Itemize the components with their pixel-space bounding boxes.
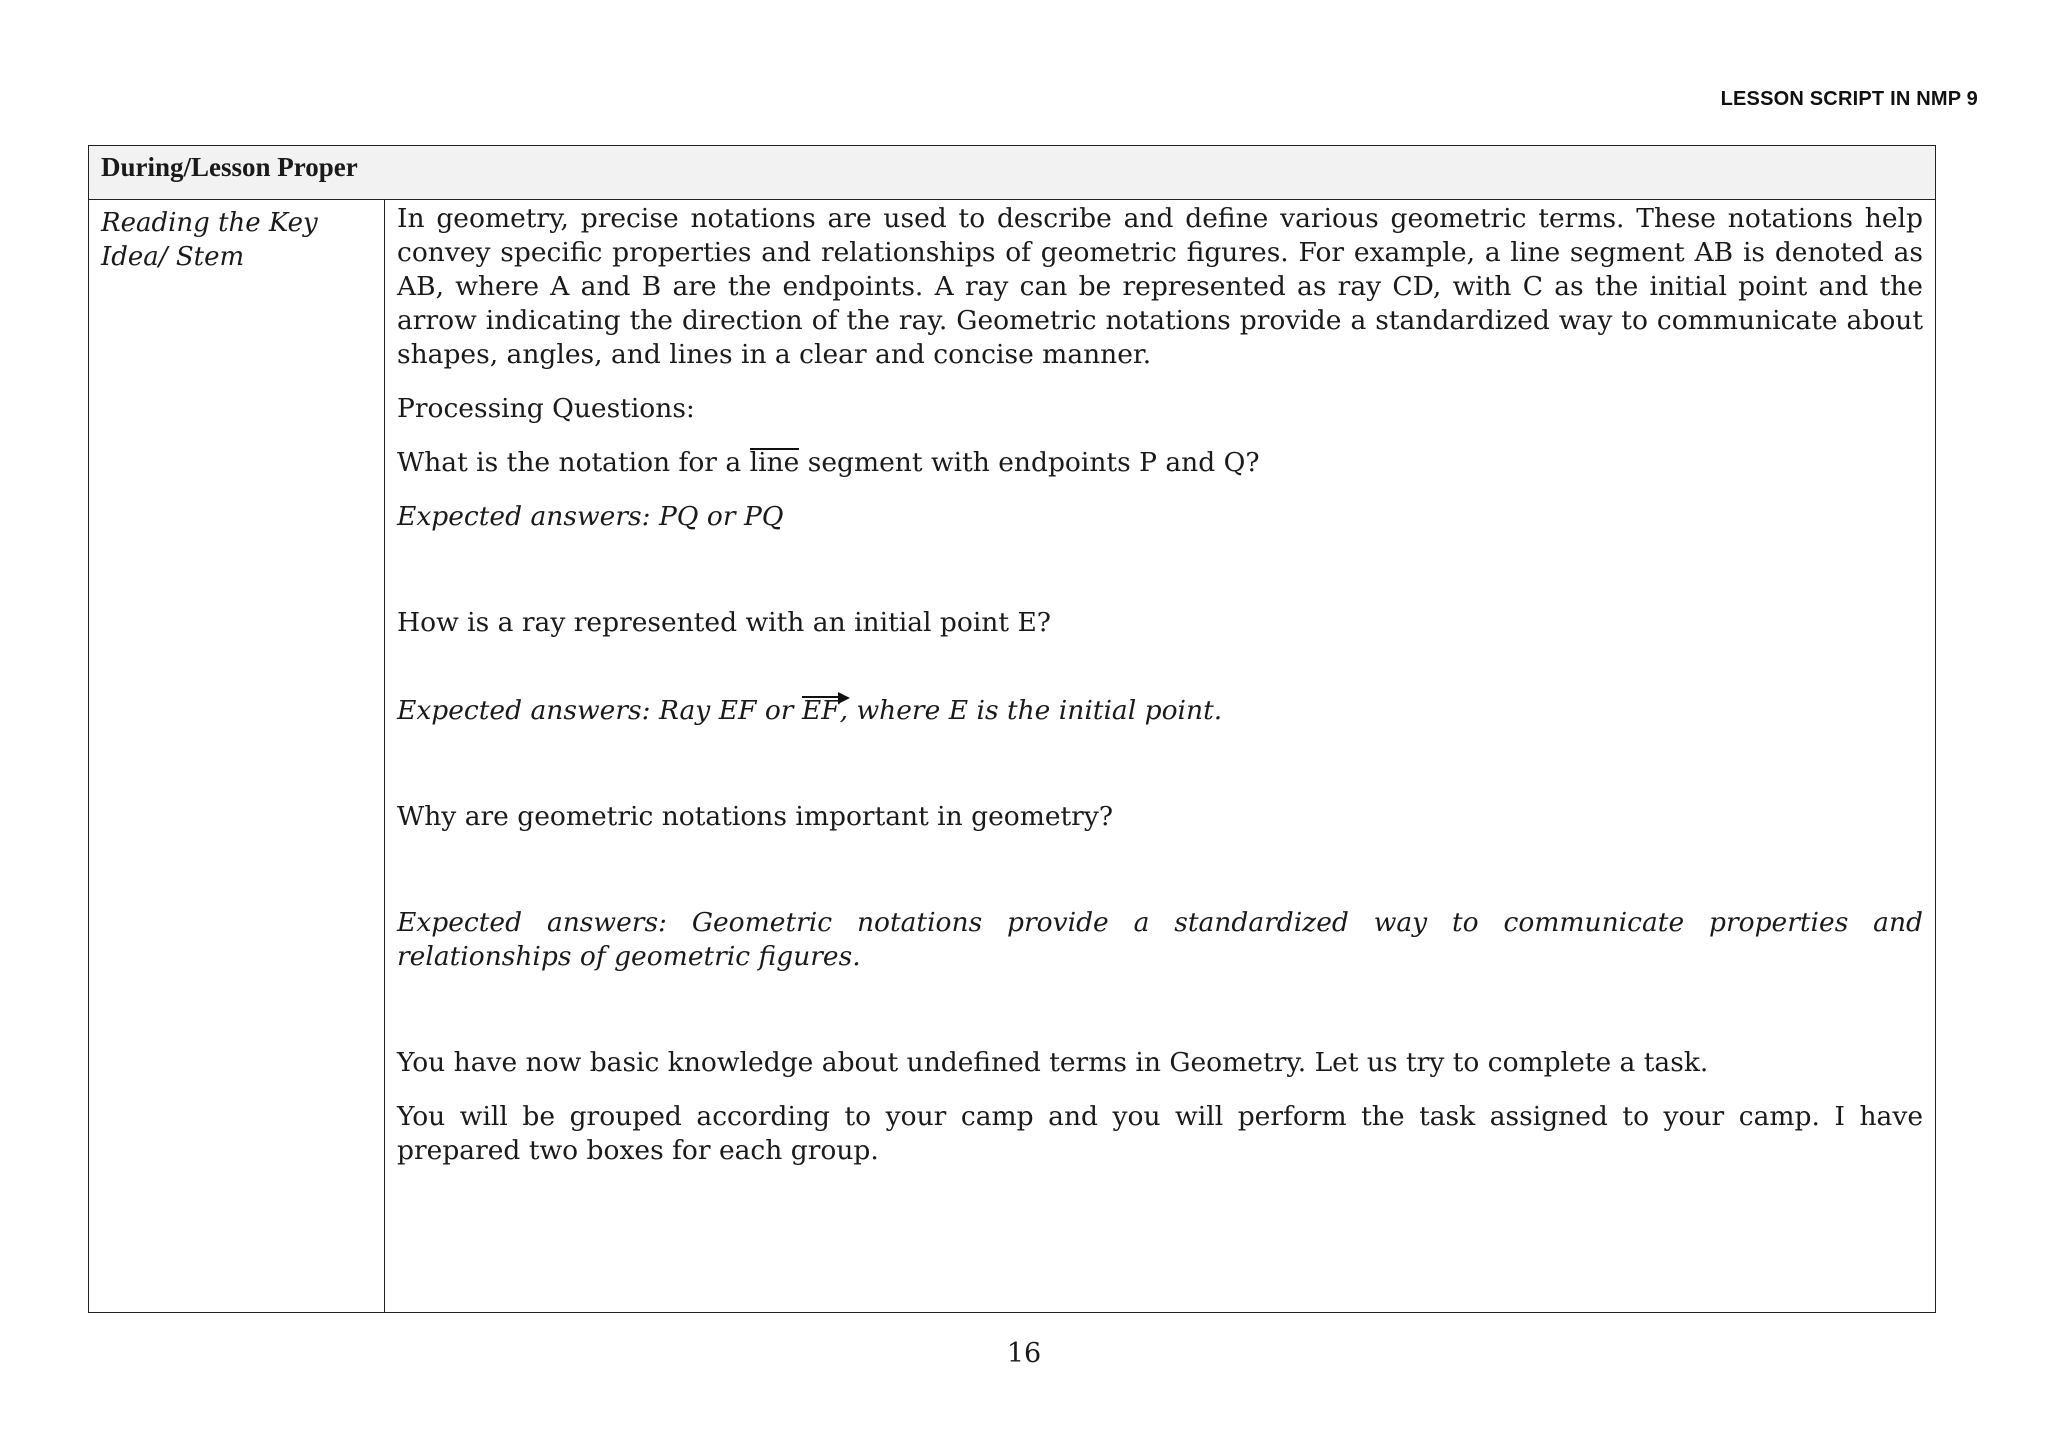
answer-2-marked: EF [801,695,840,726]
arrow-head-icon [838,692,850,704]
question-2: How is a ray represented with an initial point E? [397,607,1051,638]
answer-2 [397,694,1923,728]
answer-2-after: , where E is the initial point. [839,695,1223,726]
processing-heading: Processing Questions: [397,393,695,424]
row-content [385,200,1935,1312]
answer-2-before: Expected answers: Ray EF or [397,695,802,726]
ray-arrow-icon [802,696,840,698]
question-1-after: segment with endpoints P and Q? [799,447,1260,478]
page-number: 16 [1006,1338,1042,1369]
row-label: Reading the Key Idea/ Stem [89,200,385,1312]
table-row [89,200,1935,1312]
question-3: Why are geometric notations important in geometry? [397,801,1114,832]
section-title: During/Lesson Proper [89,146,1935,200]
ray-notation-mark [802,694,840,728]
closing-paragraph-2: You will be grouped according to your camp and you will perform the task assigned to your camp. I have prepared two boxes for each group. [397,1101,1923,1166]
question-1-before: What is the notation for a [397,447,750,478]
segment-notation-mark [750,446,800,480]
document-header-tag: LESSON SCRIPT IN NMP 9 [1720,88,1978,110]
closing-paragraph-1: You have now basic knowledge about undefined terms in Geometry. Let us try to complete a task. [397,1047,1709,1078]
segment-bar-icon [750,448,800,450]
lesson-table [88,145,1936,1313]
question-1 [397,446,1923,480]
question-1-marked: line [749,447,800,478]
answer-1: Expected answers: PQ or PQ [397,501,784,532]
answer-3: Expected answers: Geometric notations provide a standardized way to communicate properties and relationships of geometric figures. [397,907,1923,972]
intro-paragraph: In geometry, precise notations are used to describe and define various geometric terms. These notations help convey specific properties and relationships of geometric figures. For example, a line segment AB is denoted as AB, where A and B are the endpoints. A ray can be represented as ray CD, with C as the initial point and the arrow indicating the direction of the ray. Geometric notations provide a standardized way to communicate about shapes, angles, and lines in a clear and concise manner. [397,203,1923,370]
